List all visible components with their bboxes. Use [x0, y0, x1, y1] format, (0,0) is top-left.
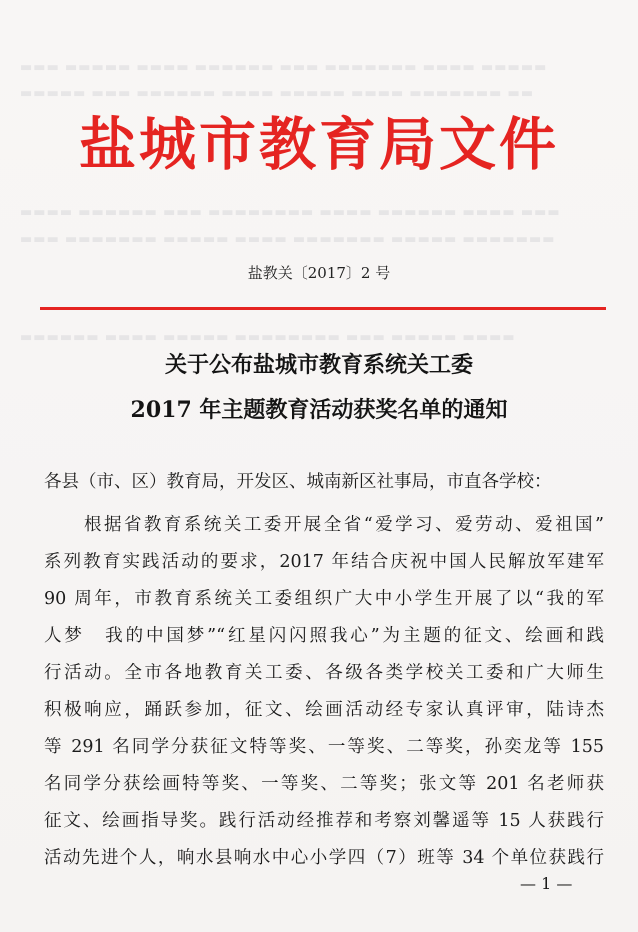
body-line: 名同学分获绘画特等奖、一等奖、二等奖；张文等 201 名老师获 — [44, 774, 604, 794]
document-number: 盐教关〔2017〕2 号 — [247, 264, 391, 282]
body-line: 根据省教育系统关工委开展全省“爱学习、爱劳动、爱祖国” — [44, 515, 604, 535]
issuer-title: 盐城市教育局文件 — [79, 112, 559, 178]
body-line: 系列教育实践活动的要求，2017 年结合庆祝中国人民解放军建军 — [44, 552, 604, 572]
red-separator-rule — [40, 307, 606, 310]
body-line: 活动先进个人，响水县响水中心小学四（7）班等 34 个单位获践行 — [44, 848, 604, 868]
bleed-through-texture: ▬▬▬▬▬ ▬▬▬ ▬▬▬▬▬▬ ▬▬▬▬ ▬▬▬▬▬ ▬▬▬▬ ▬▬▬▬▬▬▬ ▬▬ — [20, 86, 535, 101]
notice-title-line-1: 关于公布盐城市教育系统关工委 — [164, 352, 473, 378]
bleed-through-texture: ▬▬▬ ▬▬▬▬▬ ▬▬▬▬ ▬▬▬▬▬▬ ▬▬▬ ▬▬▬▬▬▬▬ ▬▬▬▬ ▬▬▬▬▬ — [20, 60, 548, 75]
body-line: 人梦 我的中国梦”“红星闪闪照我心”为主题的征文、绘画和践 — [44, 626, 604, 646]
body-line: 征文、绘画指导奖。践行活动经推荐和考察刘馨遥等 15 人获践行 — [44, 811, 604, 831]
bleed-through-texture: ▬▬▬▬ ▬▬▬▬▬▬ ▬▬▬ ▬▬▬▬▬▬▬▬ ▬▬▬▬ ▬▬▬▬▬▬ ▬▬▬▬ ▬▬▬ — [20, 205, 561, 220]
salutation: 各县（市、区）教育局，开发区、城南新区社事局，市直各学校： — [44, 472, 552, 492]
body-line: 90 周年，市教育系统关工委组织广大中小学生开展了以“我的军 — [44, 589, 604, 609]
body-line: 积极响应，踊跃参加，征文、绘画活动经专家认真评审，陆诗杰 — [44, 700, 604, 720]
body-line: 行活动。全市各地教育关工委、各级各类学校关工委和广大师生 — [44, 663, 604, 683]
bleed-through-texture: ▬▬▬ ▬▬▬▬▬▬▬ ▬▬▬▬▬ ▬▬▬▬ ▬▬▬▬▬▬▬ ▬▬▬▬▬ ▬▬▬▬▬▬▬ — [20, 232, 556, 247]
body-line: 等 291 名同学分获征文特等奖、一等奖、二等奖，孙奕龙等 155 — [44, 737, 604, 757]
bleed-through-texture: ▬▬▬▬▬▬ ▬▬▬▬ ▬▬▬▬▬ ▬▬▬▬▬▬▬▬ ▬▬▬ ▬▬▬▬▬ ▬▬▬▬ — [20, 330, 516, 345]
notice-title-line-2: 2017 年主题教育活动获奖名单的通知 — [130, 397, 508, 423]
page-number: — 1 — — [520, 874, 573, 893]
